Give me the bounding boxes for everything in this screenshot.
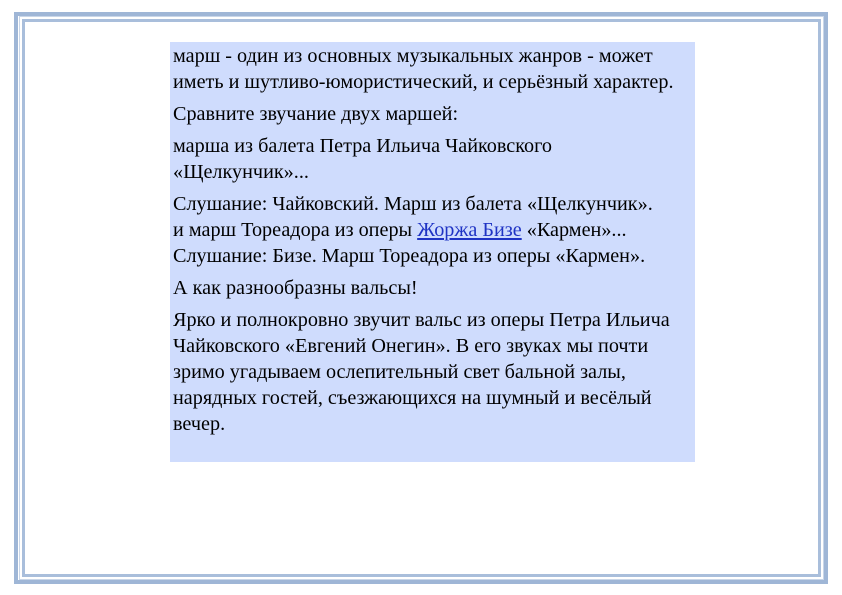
text-block [170, 42, 695, 462]
paragraph-onegin: Ярко и полнокровно звучит вальс из оперы Петра Ильича Чайковского «Евгений Онегин». В его звуках мы почти зримо угадываем ослепительный свет бальной залы, нарядных гостей, съезжающихся на шумный и весёлый вечер. [173, 309, 670, 435]
paragraph-waltzes: А как разнообразны вальсы! [173, 277, 418, 299]
bizet-link[interactable]: Жоржа Бизе [417, 219, 522, 241]
bizet-line-before: и марш Тореадора из оперы [173, 219, 418, 241]
paragraph-nutcracker: марша из балета Петра Ильича Чайковского «Щелкунчик»... [173, 135, 552, 183]
listening-tchaikovsky: Слушание: Чайковский. Марш из балета «Щелкунчик». [173, 193, 653, 215]
paragraph-compare: Сравните звучание двух маршей: [173, 103, 459, 125]
bizet-line-after: «Кармен»... [521, 219, 627, 241]
listening-bizet: Слушание: Бизе. Марш Тореадора из оперы «Кармен». [173, 245, 646, 267]
paragraph-bizet [173, 191, 691, 243]
paragraph-march-genre: марш - один из основных музыкальных жанров - может иметь и шутливо-юмористический, и серьёзный характер. [173, 45, 674, 93]
